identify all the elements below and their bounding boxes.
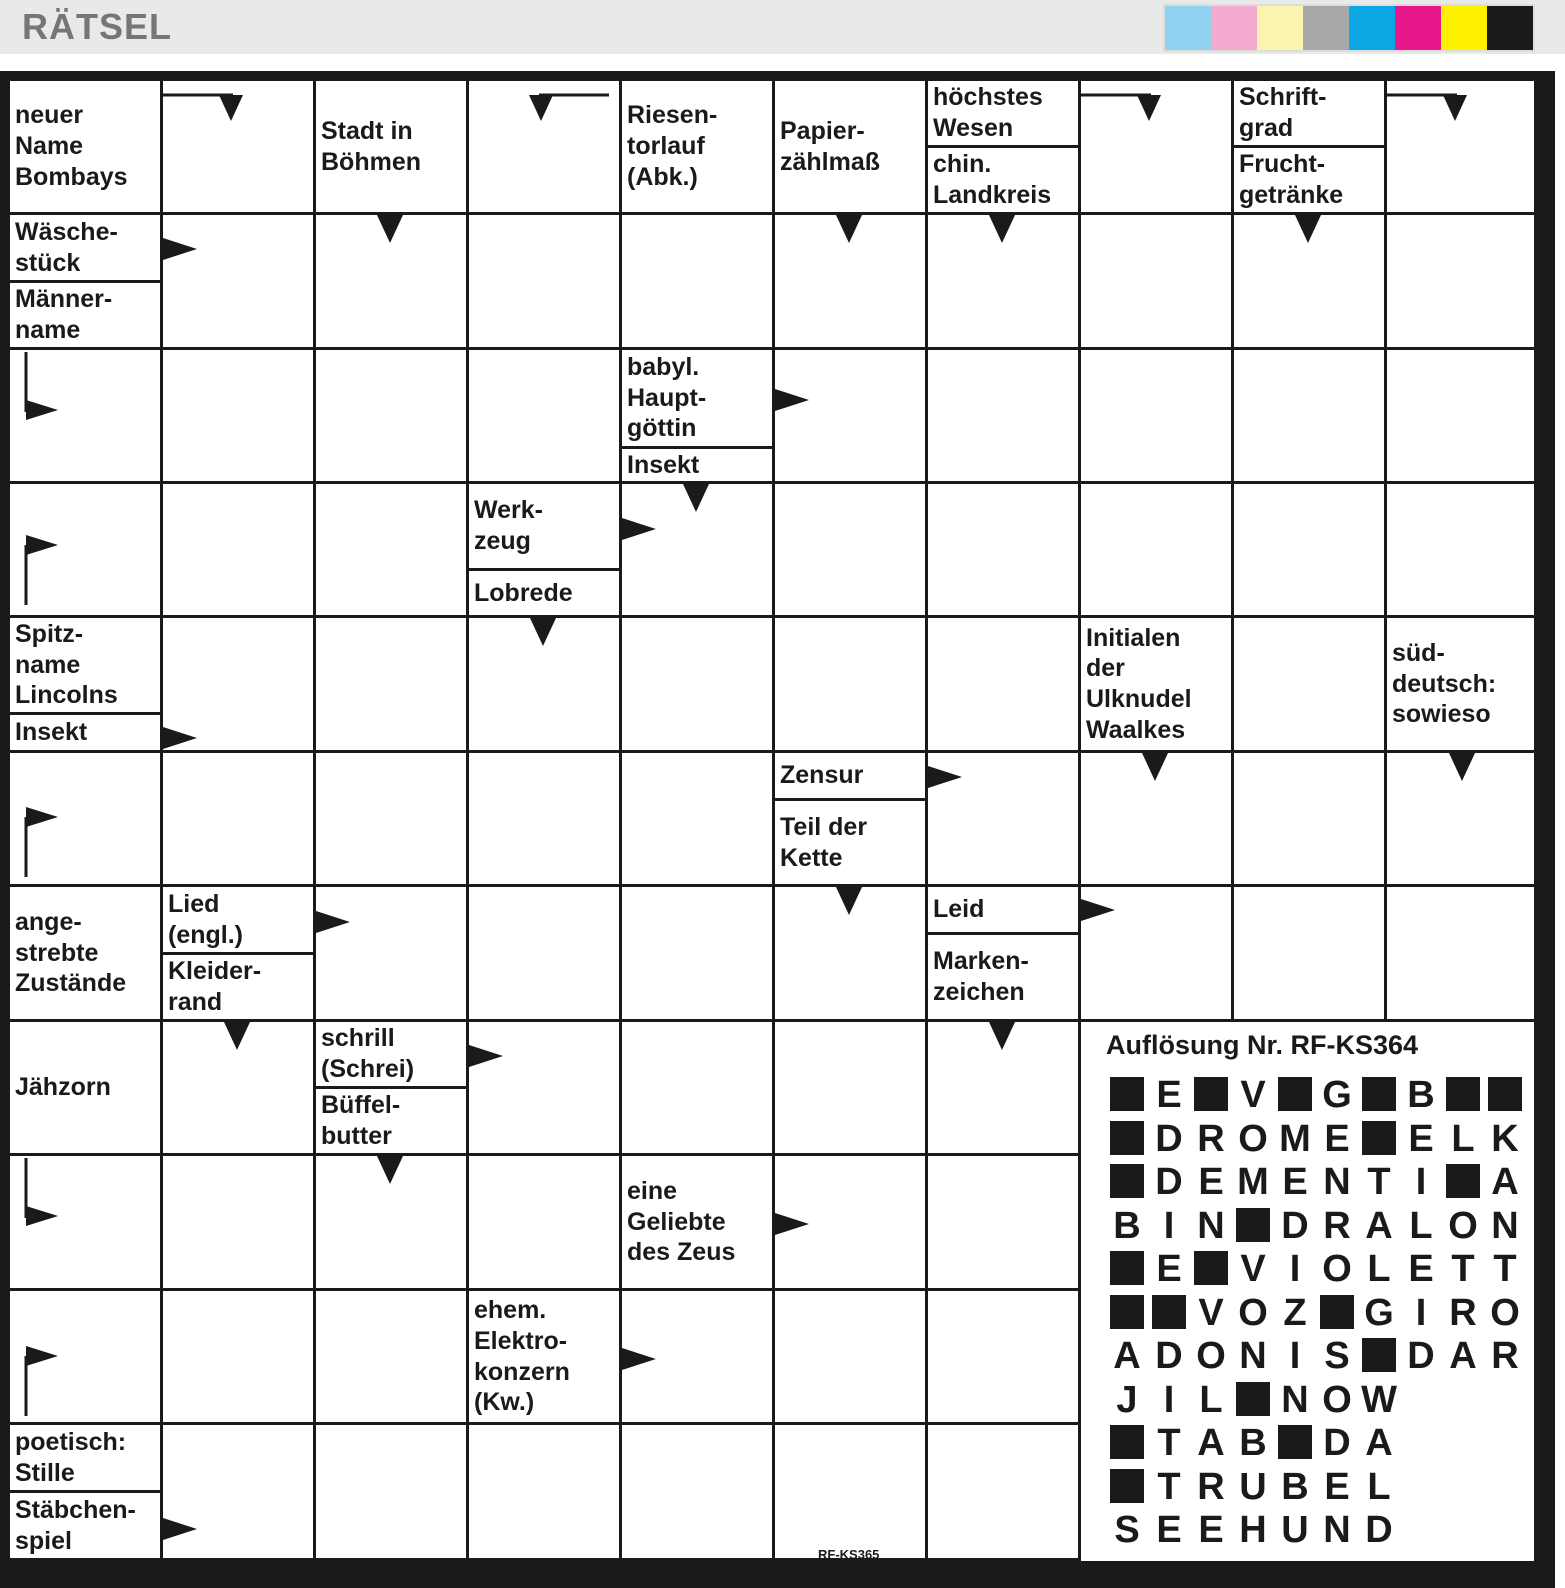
solution-letter: A [1491,1161,1519,1203]
answer-cell[interactable] [1081,350,1231,481]
answer-cell[interactable] [163,215,313,347]
solution-letter: Z [1283,1291,1307,1334]
answer-cell[interactable] [163,350,313,481]
arrow-right-icon [775,389,809,411]
solution-letter: R [1197,1117,1225,1160]
solution-letter: O [1238,1117,1268,1160]
clue-cell [10,81,160,212]
solution-letter: I [1163,1204,1175,1247]
solution-letter: M [1237,1161,1269,1203]
arrow-right-icon [316,911,350,933]
clue-cell [10,215,160,280]
clue-cell [10,1022,160,1153]
answer-cell[interactable] [163,484,313,615]
arrow-right-icon [775,1213,809,1235]
answer-cell[interactable] [928,484,1078,615]
color-swatch [1395,6,1441,50]
answer-cell[interactable] [469,887,619,1019]
answer-cell[interactable] [163,753,313,884]
solution-letter: E [1282,1161,1308,1203]
clue-cell [163,955,313,1019]
solution-letter: R [1323,1204,1351,1247]
solution-letter: N [1239,1335,1267,1377]
answer-cell[interactable] [163,1291,313,1422]
arrow-down-icon [224,1022,250,1050]
clue-text: Frucht- getränke [1239,150,1344,209]
clue-cell [622,449,772,481]
solution-row [1106,1074,1526,1118]
solution-letter: E [1324,1117,1350,1160]
solution-letter: I [1415,1161,1427,1203]
solution-block [1358,1118,1400,1162]
clue-cell [10,1493,160,1558]
color-swatch [1165,6,1211,50]
arrow-down-icon [1449,753,1475,781]
solution-letter: N [1323,1509,1351,1551]
answer-cell[interactable] [622,753,772,884]
arrow-down-then-right-icon [24,1158,60,1228]
solution-letter: I [1289,1335,1301,1377]
solution-letter: N [1197,1204,1225,1247]
clue-cell [316,1089,466,1153]
clue-cell [469,1291,619,1422]
clue-text: Insekt [627,450,700,479]
answer-cell[interactable] [775,1022,925,1153]
answer-cell[interactable] [928,1425,1078,1558]
arrow-down-icon [683,484,709,512]
solution-letter: L [1409,1204,1433,1247]
clue-text: Teil der Kette [780,812,868,872]
solution-letter: E [1324,1465,1350,1508]
solution-letter: T [1451,1248,1475,1290]
solution-block [1106,1161,1148,1205]
solution-letter: D [1155,1335,1183,1377]
solution-row [1106,1379,1526,1423]
solution-block [1232,1205,1274,1249]
solution-row [1106,1292,1526,1336]
solution-letter: O [1322,1378,1352,1421]
arrow-right-icon [622,518,656,540]
solution-letter: B [1113,1204,1141,1247]
solution-letter: L [1367,1465,1391,1508]
answer-cell[interactable] [622,1022,772,1153]
clue-cell [316,1022,466,1086]
solution-row [1106,1161,1526,1205]
solution-title: Auflösung Nr. RF-KS364 [1106,1030,1419,1060]
solution-row [1106,1466,1526,1510]
solution-block [1316,1292,1358,1336]
page-title: RÄTSEL [22,6,172,47]
answer-cell[interactable] [469,753,619,884]
solution-block [1442,1074,1484,1118]
solution-letter: T [1367,1161,1391,1203]
solution-letter: A [1197,1422,1225,1464]
solution-letter: R [1491,1335,1519,1377]
solution-letter: E [1198,1161,1224,1203]
answer-cell[interactable] [775,1425,925,1558]
arrow-up-then-right-icon [24,535,60,605]
solution-letter: D [1155,1161,1183,1203]
answer-cell[interactable] [775,1291,925,1422]
clue-text: Stadt in Böhmen [321,116,421,176]
header-bar [0,0,1565,54]
solution-block [1190,1074,1232,1118]
clue-text: Stäbchen- spiel [15,1495,136,1555]
answer-cell[interactable] [469,1156,619,1288]
solution-letter: M [1279,1117,1311,1160]
clue-text: Riesen- torlauf (Abk.) [627,101,718,191]
clue-text: Kleider- rand [168,957,262,1016]
solution-letter: D [1323,1422,1351,1464]
clue-cell [10,887,160,1019]
crossword-inner [10,81,1535,1588]
solution-letter: N [1281,1378,1309,1421]
arrow-right-icon [622,1348,656,1370]
solution-row [1106,1335,1526,1379]
answer-cell[interactable] [1081,215,1231,347]
clue-cell [10,618,160,712]
solution-block [1442,1161,1484,1205]
solution-letter: B [1239,1422,1267,1464]
answer-cell[interactable] [622,618,772,750]
solution-letter: K [1491,1117,1519,1160]
answer-cell[interactable] [928,618,1078,750]
color-swatch [1441,6,1487,50]
solution-letter: D [1365,1509,1393,1551]
solution-letter: R [1197,1465,1225,1508]
solution-row [1106,1118,1526,1162]
clue-text: Wäsche- stück [15,217,118,277]
solution-letter: O [1238,1291,1268,1334]
clue-cell [1081,618,1231,750]
arrow-down-icon [836,215,862,243]
arrow-down-icon [1142,753,1168,781]
clue-cell [469,571,619,615]
clue-cell [928,935,1078,1019]
solution-letter: E [1156,1248,1182,1290]
answer-cell[interactable] [1234,753,1384,884]
answer-cell[interactable] [1387,215,1534,347]
clue-cell [775,801,925,884]
clue-cell [928,81,1078,145]
arrow-right-then-down-icon [163,93,243,123]
clue-text: babyl. Haupt- göttin [627,352,707,443]
solution-letter: O [1448,1204,1478,1247]
arrow-right-then-down-icon [1387,93,1467,123]
solution-letter: I [1415,1291,1427,1334]
answer-cell[interactable] [316,350,466,481]
clue-text: Büffel- butter [321,1091,401,1150]
solution-letter: O [1196,1335,1226,1377]
clue-cell [316,81,466,212]
clue-text: poetisch: Stille [15,1427,127,1487]
clue-cell [928,887,1078,932]
clue-cell [163,887,313,952]
answer-cell[interactable] [316,1291,466,1422]
color-swatch [1303,6,1349,50]
solution-block [1148,1292,1190,1336]
solution-letter: E [1156,1074,1182,1116]
clue-text: Papier- zählmaß [780,116,881,176]
solution-letter: A [1365,1422,1393,1464]
puzzle-code: RF-KS365 [818,1547,880,1562]
arrow-down-then-right-icon [24,352,60,422]
answer-cell[interactable] [622,215,772,347]
solution-letter: J [1116,1378,1138,1421]
solution-letter: T [1157,1465,1181,1508]
solution-letter: B [1407,1074,1435,1116]
solution-block [1274,1074,1316,1118]
solution-letter: G [1322,1074,1352,1116]
answer-cell[interactable] [775,350,925,481]
solution-letter: D [1407,1335,1435,1377]
solution-letter: H [1239,1509,1267,1551]
color-swatch [1487,6,1533,50]
solution-letter: N [1323,1161,1351,1203]
solution-block [1484,1074,1526,1118]
answer-cell[interactable] [316,618,466,750]
solution-row [1106,1422,1526,1466]
clue-text: Schrift- grad [1239,83,1327,142]
arrow-down-icon [377,1156,403,1184]
answer-cell[interactable] [928,350,1078,481]
solution-letter: R [1449,1291,1477,1334]
solution-block [1274,1422,1316,1466]
clue-cell [10,283,160,347]
solution-letter: U [1281,1509,1309,1551]
clue-cell [775,753,925,798]
arrow-down-icon [530,618,556,646]
clue-text: Leid [933,895,985,924]
answer-cell[interactable] [316,1425,466,1558]
clue-text: Lied (engl.) [168,889,243,949]
solution-letter: L [1199,1378,1223,1421]
solution-letter: U [1239,1465,1267,1508]
color-swatch [1211,6,1257,50]
solution-letter: S [1114,1509,1140,1551]
clue-text: höchstes Wesen [933,83,1043,142]
arrow-down-icon [1295,215,1321,243]
solution-letter: V [1240,1248,1266,1290]
arrow-right-icon [1081,899,1115,921]
solution-block [1106,1466,1148,1510]
solution-letter: V [1198,1291,1224,1334]
answer-cell[interactable] [928,1156,1078,1288]
arrow-up-then-right-icon [24,1346,60,1416]
solution-letter: T [1157,1422,1181,1464]
solution-letter: B [1281,1465,1309,1508]
clue-cell [622,1156,772,1288]
solution-letter: A [1365,1204,1393,1247]
solution-letter: D [1155,1117,1183,1160]
answer-cell[interactable] [1234,350,1384,481]
solution-row [1106,1509,1526,1553]
arrow-right-icon [163,1518,197,1540]
arrow-right-icon [928,766,962,788]
solution-letter: E [1156,1509,1182,1551]
clue-text: süd- deutsch: sowieso [1392,638,1497,729]
answer-cell[interactable] [316,484,466,615]
answer-cell[interactable] [469,215,619,347]
solution-letter: O [1322,1248,1352,1290]
solution-block [1358,1335,1400,1379]
answer-cell[interactable] [775,618,925,750]
answer-cell[interactable] [928,1291,1078,1422]
answer-cell[interactable] [316,753,466,884]
solution-block [1232,1379,1274,1423]
solution-block [1190,1248,1232,1292]
clue-text: Männer- name [15,285,113,344]
clue-text: schrill (Schrei) [321,1024,415,1083]
clue-cell [469,484,619,568]
clue-cell [10,1425,160,1490]
clue-cell [622,81,772,212]
solution-letter: A [1113,1335,1141,1377]
solution-letter: E [1408,1117,1434,1160]
solution-row [1106,1248,1526,1292]
arrow-right-then-down-icon [1081,93,1161,123]
arrow-down-icon [989,1022,1015,1050]
color-swatch-strip [1163,4,1535,52]
answer-cell[interactable] [1234,484,1384,615]
answer-cell[interactable] [1234,618,1384,750]
solution-letter: D [1281,1204,1309,1247]
solution-block [1106,1074,1148,1118]
solution-block [1106,1118,1148,1162]
clue-text: chin. Landkreis [933,150,1052,209]
clue-text: neuer Name Bombays [15,101,128,191]
clue-text: Initialen der Ulknudel Waalkes [1086,623,1192,744]
clue-text: eine Geliebte des Zeus [627,1176,736,1267]
clue-text: Insekt [15,718,88,747]
clue-text: Lobrede [474,578,573,607]
arrow-right-icon [163,238,197,260]
clue-cell [10,715,160,750]
answer-cell[interactable] [1387,887,1534,1019]
solution-letter: L [1451,1117,1475,1160]
clue-text: ange- strebte Zustände [15,907,127,998]
answer-cell[interactable] [1387,484,1534,615]
answer-cell[interactable] [1387,350,1534,481]
solution-grid [1106,1074,1526,1553]
solution-letter: L [1367,1248,1391,1290]
solution-letter: S [1324,1335,1350,1377]
answer-cell[interactable] [1081,484,1231,615]
solution-block [1106,1422,1148,1466]
arrow-down-icon [377,215,403,243]
arrow-down-icon [836,887,862,915]
clue-text: Zensur [780,761,864,790]
solution-panel [1081,1022,1534,1561]
solution-row [1106,1205,1526,1249]
answer-cell[interactable] [469,1425,619,1558]
clue-cell [622,350,772,446]
solution-letter: A [1449,1335,1477,1377]
answer-cell[interactable] [163,1156,313,1288]
answer-cell[interactable] [622,887,772,1019]
solution-letter: G [1364,1291,1394,1334]
answer-cell[interactable] [469,350,619,481]
arrow-left-then-down-icon [529,93,609,123]
answer-cell[interactable] [775,484,925,615]
clue-cell [1234,81,1384,145]
answer-cell[interactable] [1234,887,1384,1019]
solution-letter: E [1198,1509,1224,1551]
clue-cell [775,81,925,212]
clue-text: Marken- zeichen [933,947,1029,1006]
answer-cell[interactable] [316,887,466,1019]
solution-letter: O [1490,1291,1520,1334]
solution-letter: V [1240,1074,1266,1116]
clue-cell [1234,148,1384,212]
color-swatch [1257,6,1303,50]
solution-block [1106,1248,1148,1292]
clue-text: ehem. Elektro- konzern (Kw.) [474,1296,570,1417]
clue-text: Jähzorn [15,1073,111,1102]
solution-letter: T [1493,1248,1517,1290]
clue-text: Werk- zeug [474,496,544,555]
solution-letter: I [1289,1248,1301,1290]
answer-cell[interactable] [469,1022,619,1153]
clue-text: Spitz- name Lincolns [15,619,118,710]
solution-block [1358,1074,1400,1118]
solution-letter: I [1163,1378,1175,1421]
solution-letter: W [1361,1378,1397,1421]
arrow-down-icon [989,215,1015,243]
crossword-grid [0,71,1555,1588]
solution-block [1106,1292,1148,1336]
clue-cell [1387,618,1534,750]
clue-cell [928,148,1078,212]
arrow-up-then-right-icon [24,807,60,877]
color-swatch [1349,6,1395,50]
solution-letter: N [1491,1204,1519,1247]
solution-letter: E [1408,1248,1434,1290]
arrow-right-icon [469,1045,503,1067]
answer-cell[interactable] [622,1425,772,1558]
arrow-right-icon [163,727,197,749]
